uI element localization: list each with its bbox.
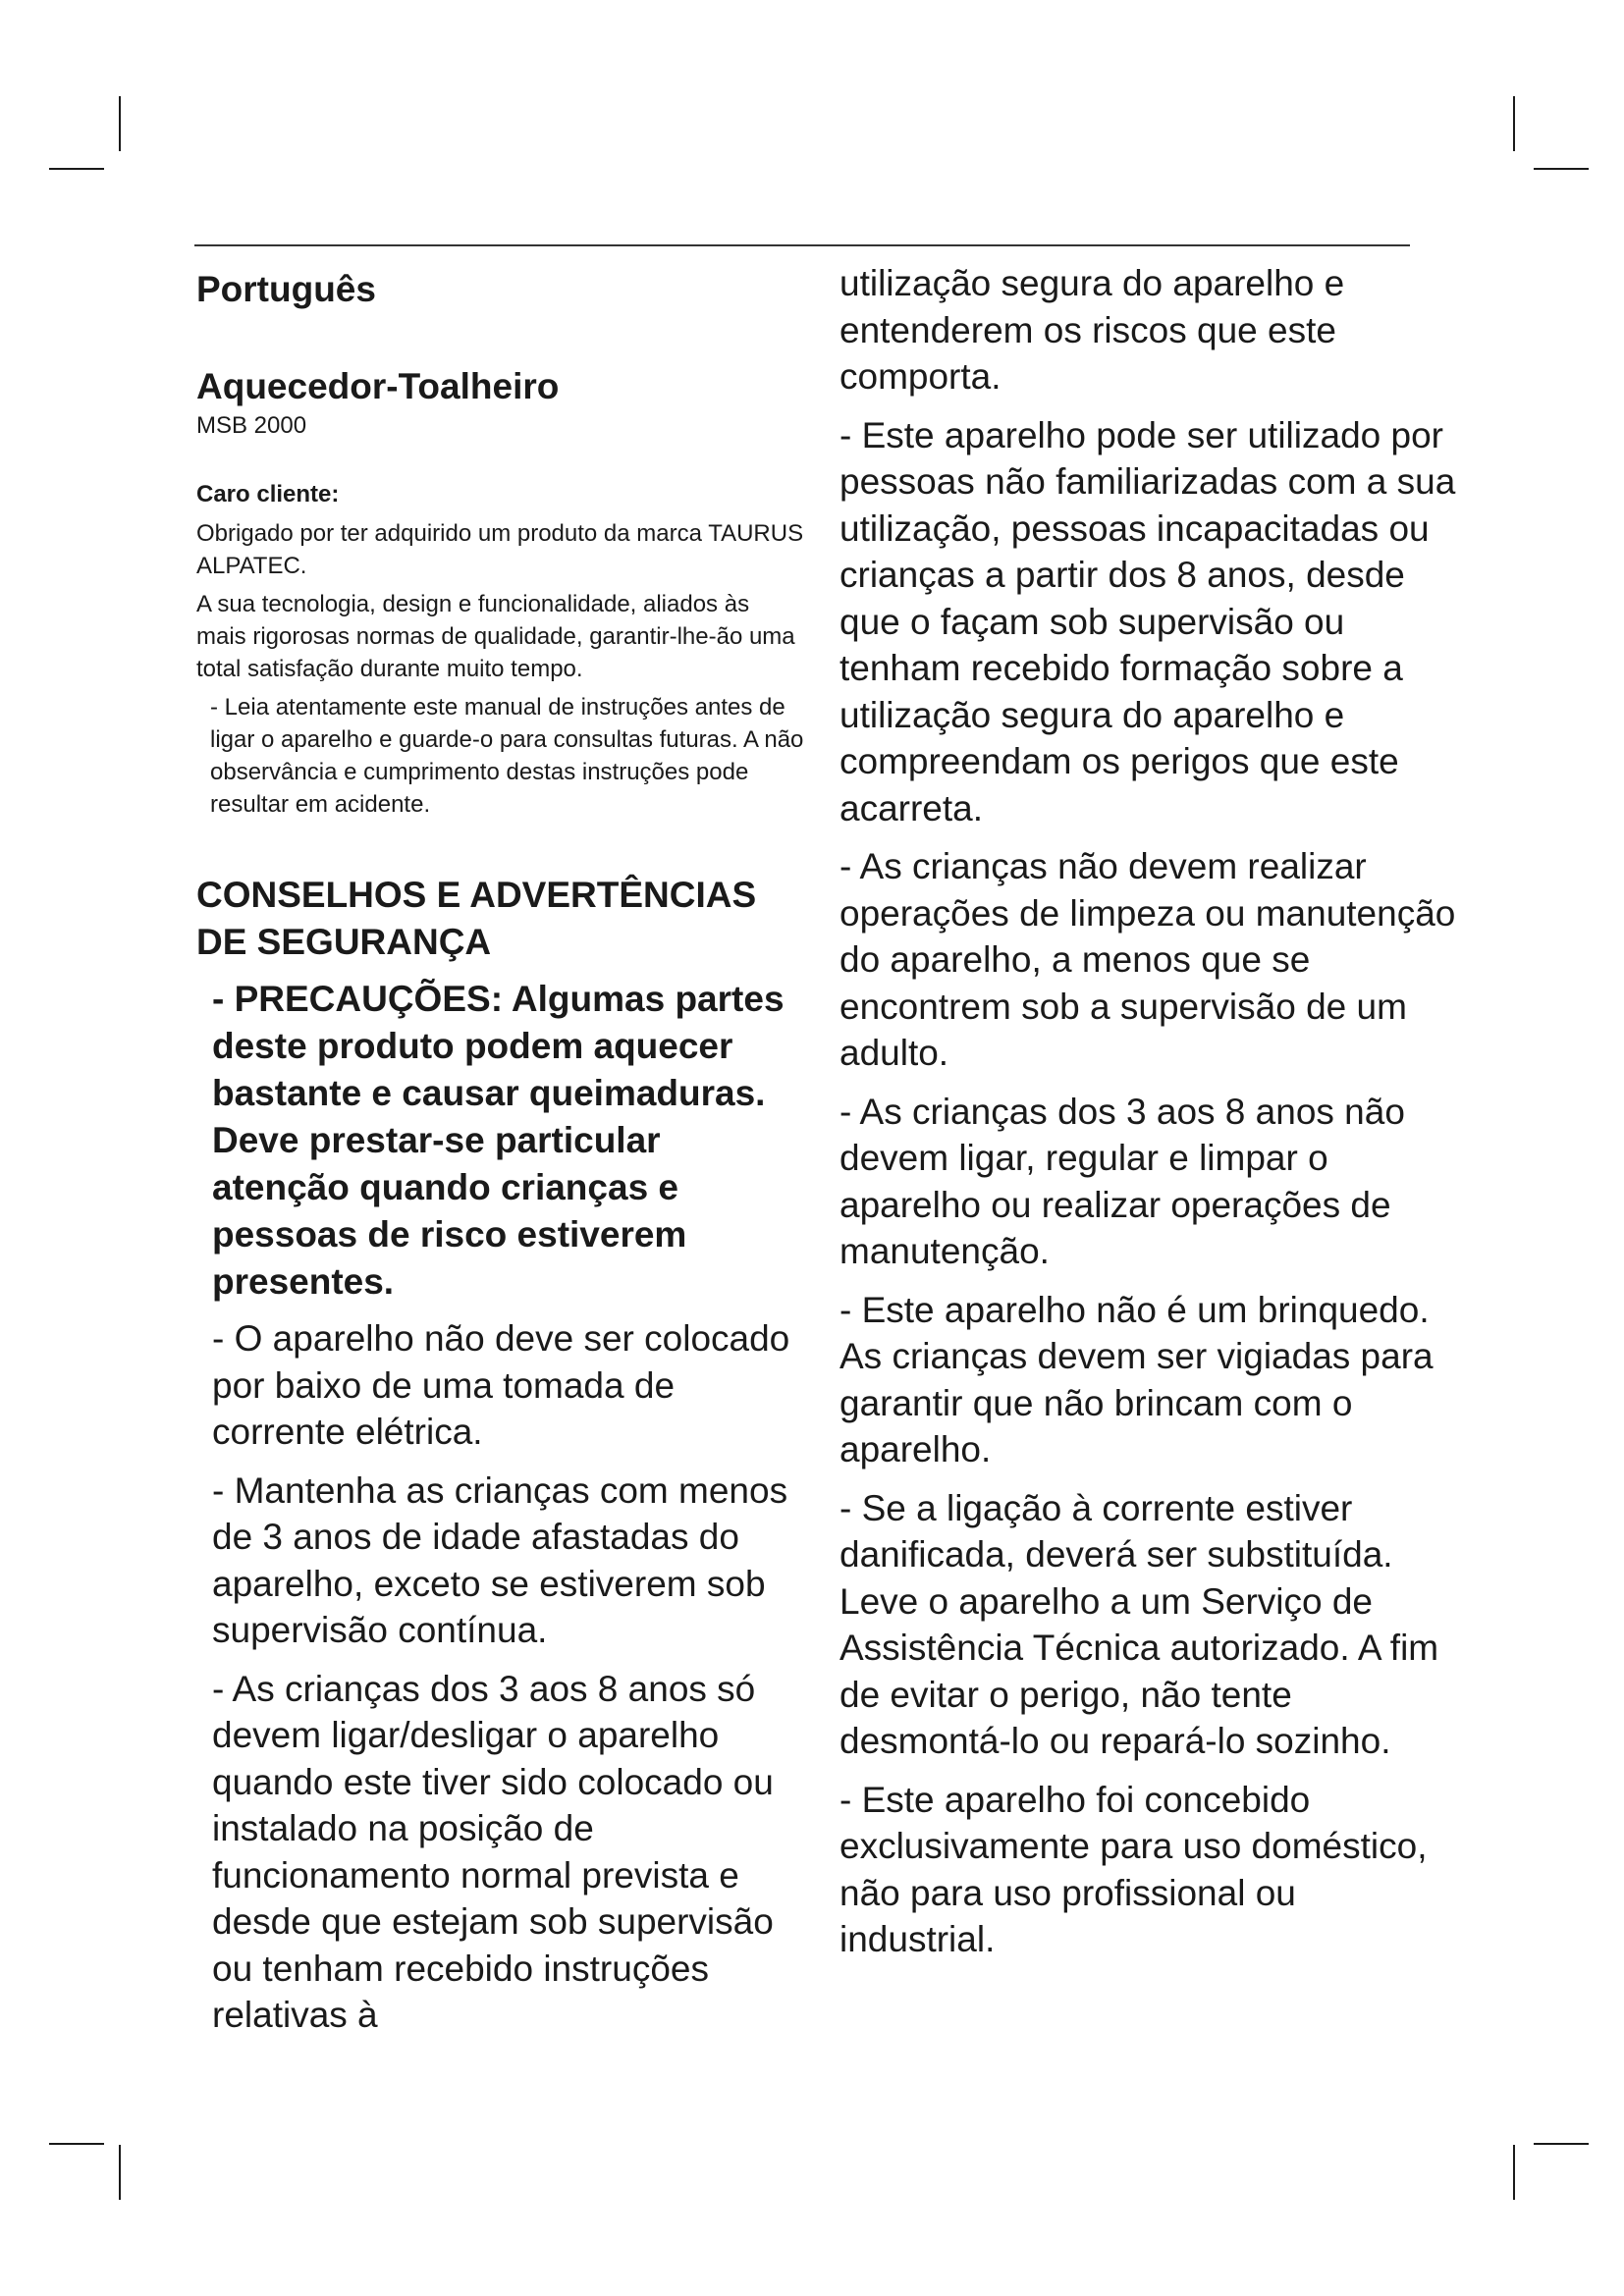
safety-item: - Este aparelho pode ser utilizado por pessoas não familiarizadas com a sua utilização, pessoas incapacitadas ou crianças a partir dos 8 anos, desde que o façam sob supervisão ou tenham recebido formação sobre a utilização segura do aparelho e compreendam os perigos que este acarreta. [839, 414, 1456, 828]
model-number: MSB 2000 [196, 412, 307, 439]
safety-item: - As crianças dos 3 aos 8 anos só devem ligar/desligar o aparelho quando este tiver sido colocado ou instalado na posição de funcionamento normal prevista e desde que estejam sob supervisão ou tenham recebido instruções relativas à [212, 1668, 774, 2035]
crop-mark [1534, 168, 1589, 170]
safety-item: - Este aparelho foi concebido exclusivamente para uso doméstico, não para uso profissional ou industrial. [839, 1779, 1428, 1959]
crop-mark [49, 168, 104, 170]
intro-note: - Leia atentamente este manual de instruções antes de ligar o aparelho e guarde-o para consultas futuras. A não observância e cumprimento destas instruções pode resultar em acidente. [210, 694, 804, 818]
crop-mark [119, 96, 121, 151]
safety-item-continuation: utilização segura do aparelho e entenderem os riscos que este comporta. [839, 263, 1345, 397]
header-rule [194, 244, 1410, 246]
crop-mark [1534, 2143, 1589, 2145]
safety-item: - Este aparelho não é um brinquedo. As crianças devem ser vigiadas para garantir que não brincam com o aparelho. [839, 1289, 1434, 1469]
safety-item: - Se a ligação à corrente estiver danificada, deverá ser substituída. Leve o aparelho a um Serviço de Assistência Técnica autorizado. A fim de evitar o perigo, não tente desmontá-lo ou repará-lo sozinho. [839, 1487, 1439, 1761]
safety-item: - O aparelho não deve ser colocado por baixo de uma tomada de corrente elétrica. [212, 1318, 790, 1452]
precaution-warning: - PRECAUÇÕES: Algumas partes deste produto podem aquecer bastante e causar queimaduras. Deve prestar-se particular atenção quando crianças e pessoas de risco estiverem presentes. [212, 979, 785, 1302]
right-column [839, 260, 1458, 1975]
language-heading: Português [196, 269, 376, 309]
product-title: Aquecedor-Toalheiro [196, 366, 560, 406]
crop-mark [1513, 96, 1515, 151]
safety-item: - As crianças não devem realizar operações de limpeza ou manutenção do aparelho, a menos que se encontrem sob a supervisão de um adulto. [839, 846, 1456, 1073]
safety-heading: CONSELHOS E ADVERTÊNCIAS DE SEGURANÇA [196, 875, 757, 962]
crop-mark [1513, 2145, 1515, 2200]
safety-item: - As crianças dos 3 aos 8 anos não devem ligar, regular e limpar o aparelho ou realizar operações de manutenção. [839, 1091, 1405, 1271]
intro-paragraph: A sua tecnologia, design e funcionalidade, aliados às mais rigorosas normas de qualidade, garantir-lhe-ão uma total satisfação durante muito tempo. [196, 591, 795, 682]
left-column [196, 260, 805, 2051]
safety-item: - Mantenha as crianças com menos de 3 anos de idade afastadas do aparelho, exceto se estiverem sob supervisão contínua. [212, 1469, 788, 1650]
crop-mark [49, 2143, 104, 2145]
intro-paragraph: Obrigado por ter adquirido um produto da marca TAURUS ALPATEC. [196, 520, 804, 579]
crop-mark [119, 2145, 121, 2200]
greeting: Caro cliente: [196, 481, 340, 507]
